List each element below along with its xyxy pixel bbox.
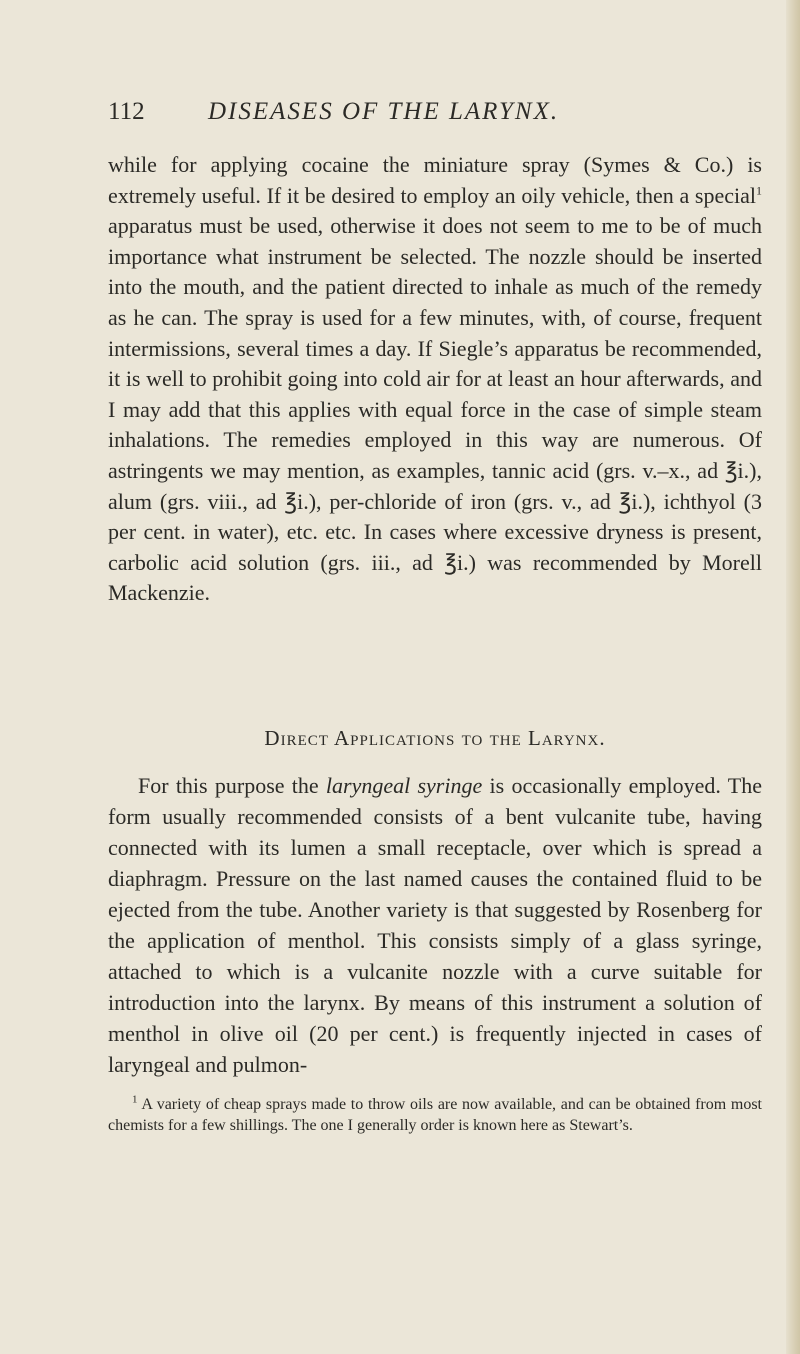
page-number: 112 xyxy=(108,98,145,125)
footnote-marker: 1 xyxy=(132,1093,138,1106)
paragraph-text-rest: is occasionally employed. The form usually recommended consists of a bent vulcanite tube, having connected with its lumen a small receptacle, over which is spread a diaphragm. Pressure on the last named causes the contained fluid to be ejected from the tube. Another variety is that suggested by Rosenberg for the application of menthol. This consists simply of a glass syringe, attached to which is a vulcanite nozzle with a curve suitable for introduction into the larynx. By means of this instrument a solution of menthol in olive oil (20 per cent.) is frequently injected in cases of laryngeal and pulmon- xyxy=(108,773,762,1077)
page-header xyxy=(108,98,708,138)
paragraph-laryngeal-syringe xyxy=(108,770,762,1080)
section-heading: Direct Applications to the Larynx. xyxy=(264,726,606,750)
footnote-reference: 1 xyxy=(756,183,762,198)
footnote-paragraph xyxy=(108,1094,762,1136)
emphasized-term: laryngeal syringe xyxy=(325,773,483,798)
paragraph-text-after-ref: apparatus must be used, otherwise it does not seem to me to be of much importance what instrument be selected. The nozzle should be inserted into the mouth, and the patient directed to inhale as much of the remedy as he can. The spray is used for a few minutes, with, of course, frequent intermissions, several times a day. If Siegle’s apparatus be recommended, it is well to prohibit going into cold air for at least an hour afterwards, and I may add that this applies with equal force in the case of simple steam inhalations. The remedies employed in this way are numerous. Of astringents we may mention, as examples, tannic acid (grs. v.–x., ad ℥i.), alum (grs. viii., ad ℥i.), per-chloride of iron (grs. v., ad ℥i.), ichthyol (3 per cent. in water), etc. etc. In cases where excessive dryness is present, carbolic acid solution (grs. iii., ad ℥i.) was recommended by Morell Mackenzie. xyxy=(108,213,762,606)
paragraph-spray-remedies xyxy=(108,150,762,609)
paragraph xyxy=(108,770,762,1080)
paragraph-text-before-ref: while for applying cocaine the miniature spray (Symes & Co.) is extremely useful. If it be desired to employ an oily vehicle, then a special xyxy=(108,152,762,208)
footnote-text: A variety of cheap sprays made to throw oils are now available, and can be obtained from most chemists for a few shillings. The one I generally order is known here as Stewart’s. xyxy=(108,1096,762,1134)
page-edge xyxy=(786,0,800,1354)
paragraph-text-start: For this purpose the xyxy=(138,773,326,798)
running-title: DISEASES OF THE LARYNX. xyxy=(208,98,560,125)
paragraph xyxy=(108,150,762,609)
footnote xyxy=(108,1094,762,1136)
